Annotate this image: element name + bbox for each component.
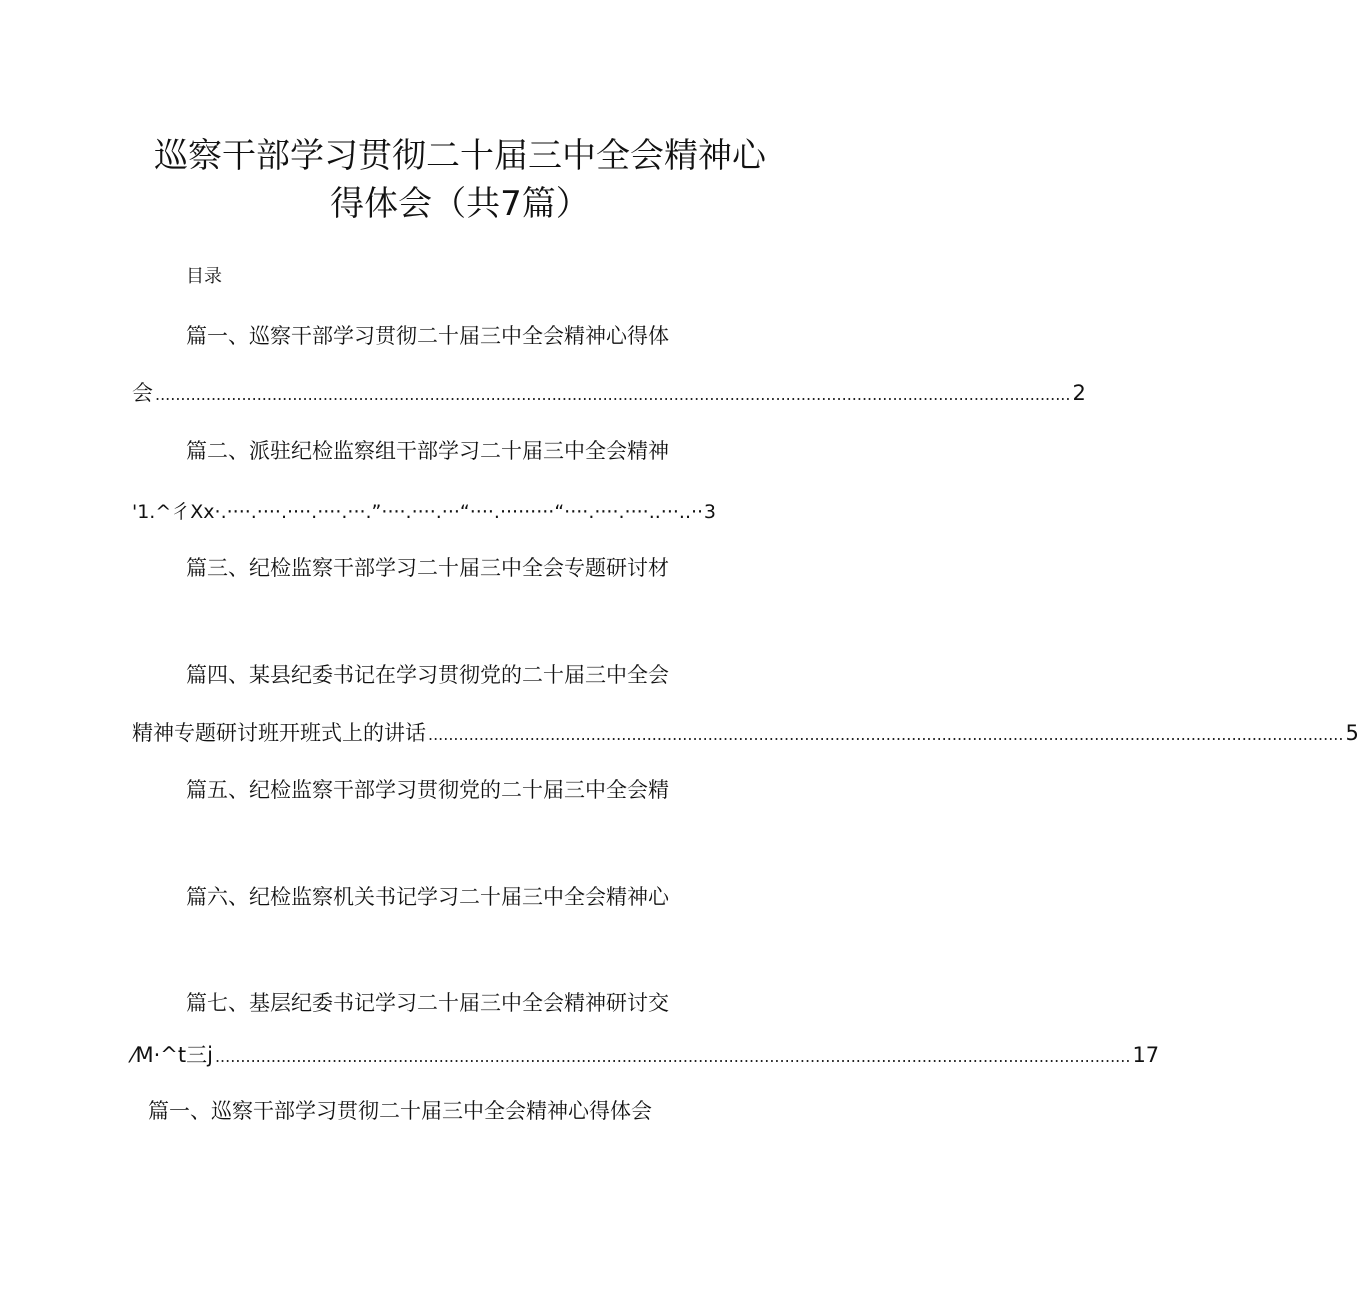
toc-entry-7-page: 17 — [1132, 1043, 1160, 1067]
dot-leader: .................................................................................................................................................................................... — [428, 725, 1344, 744]
toc-entry-1-line-2: 会 — [132, 381, 153, 405]
toc-entry-3-line-1[interactable]: 篇三、纪检监察干部学习二十届三中全会专题研讨材 — [186, 556, 669, 580]
toc-entry-6-line-1[interactable]: 篇六、纪检监察机关书记学习二十届三中全会精神心 — [186, 885, 669, 909]
toc-entry-4-leader[interactable] — [132, 718, 1359, 750]
toc-entry-7-line-1[interactable]: 篇七、基层纪委书记学习二十届三中全会精神研讨交 — [186, 991, 669, 1015]
document-title-line-2: 得体会（共7篇） — [330, 184, 590, 224]
toc-entry-4-line-1[interactable]: 篇四、某县纪委书记在学习贯彻党的二十届三中全会 — [186, 663, 669, 687]
toc-entry-4-page: 5 — [1345, 721, 1359, 745]
toc-entry-2-leader[interactable] — [132, 497, 716, 527]
toc-label: 目录 — [186, 266, 222, 287]
section-heading: 篇一、巡察干部学习贯彻二十届三中全会精神心得体会 — [148, 1099, 652, 1123]
toc-entry-2-line-1[interactable]: 篇二、派驻纪检监察组干部学习二十届三中全会精神 — [186, 439, 669, 463]
toc-entry-7-line-2: ⁄M·^t三j — [132, 1043, 213, 1067]
toc-entry-7-leader[interactable] — [132, 1040, 1160, 1072]
toc-entry-2-page: 3 — [703, 501, 716, 523]
dot-leader: .................................................................................................................................................................................... — [214, 1047, 1131, 1066]
toc-entry-1-page: 2 — [1072, 381, 1086, 405]
toc-entry-2-line-2: '1.^彳Xx·.····.····.····.····.···.”····.····.···“····.·········“····.····.····..···..·· — [132, 501, 704, 523]
toc-entry-1-leader[interactable] — [132, 378, 1086, 410]
toc-entry-5-line-1[interactable]: 篇五、纪检监察干部学习贯彻党的二十届三中全会精 — [186, 778, 669, 802]
toc-entry-1-line-1[interactable]: 篇一、巡察干部学习贯彻二十届三中全会精神心得体 — [186, 324, 669, 348]
document-title-line-1: 巡察干部学习贯彻二十届三中全会精神心 — [154, 136, 766, 176]
dot-leader: .................................................................................................................................................................................... — [155, 385, 1071, 404]
toc-entry-4-line-2: 精神专题研讨班开班式上的讲话 — [132, 721, 426, 745]
